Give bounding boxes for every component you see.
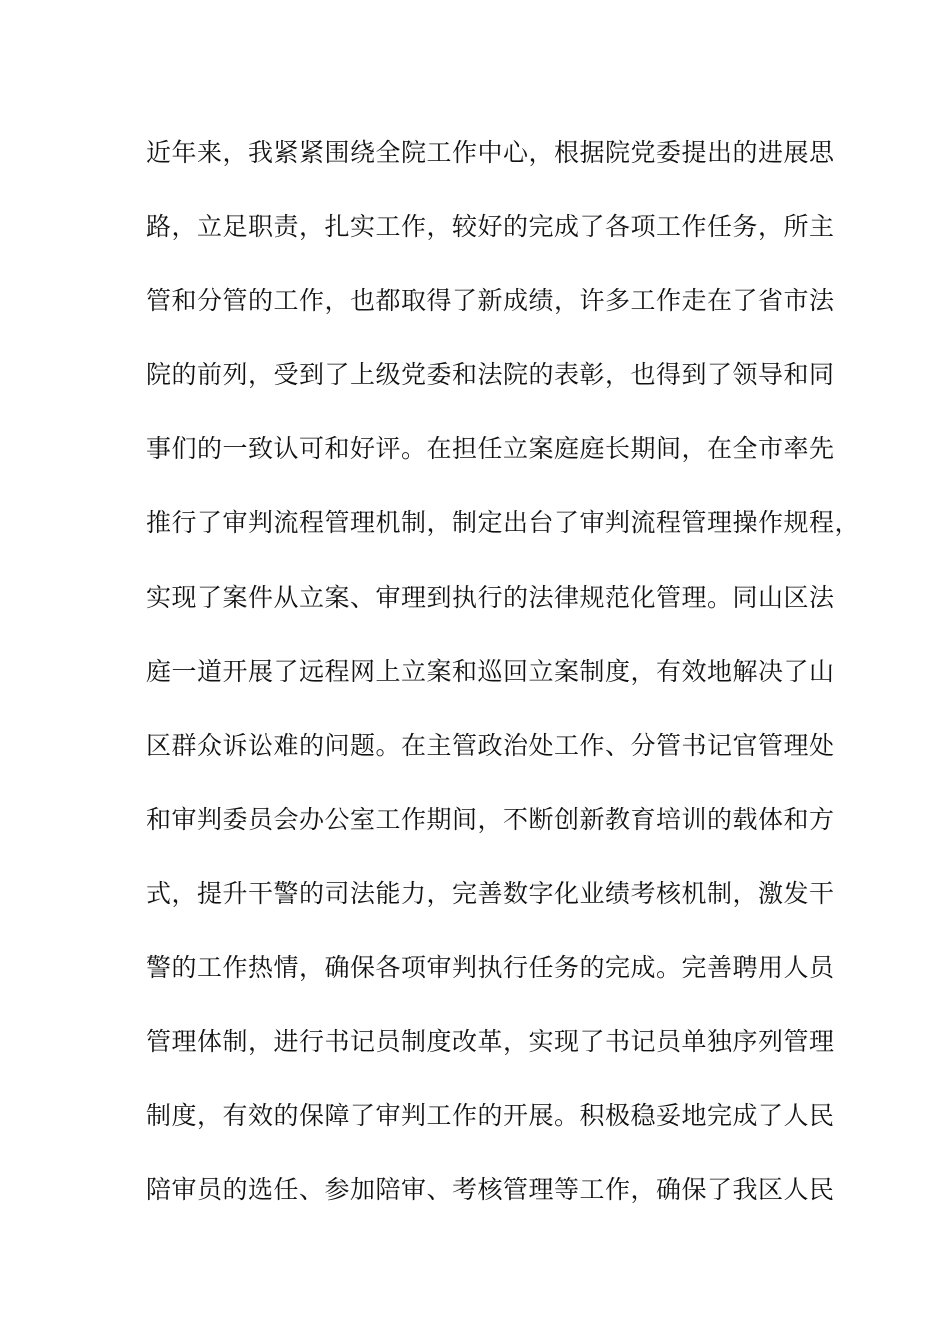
paragraph-line: 陪审员的选任、参加陪审、考核管理等工作，确保了我区人民 <box>146 1175 835 1204</box>
paragraph-line: 事们的一致认可和好评。在担任立案庭庭长期间，在全市率先 <box>146 434 835 463</box>
paragraph-line: 管和分管的工作，也都取得了新成绩，许多工作走在了省市法 <box>146 286 835 315</box>
paragraph-line: 式，提升干警的司法能力，完善数字化业绩考核机制，激发干 <box>146 879 835 908</box>
paragraph-line: 近年来，我紧紧围绕全院工作中心，根据院党委提出的进展思 <box>146 138 835 167</box>
paragraph-line: 推行了审判流程管理机制，制定出台了审判流程管理操作规程， <box>146 508 861 537</box>
paragraph-line: 院的前列，受到了上级党委和法院的表彰，也得到了领导和同 <box>146 360 835 389</box>
paragraph-line: 庭一道开展了远程网上立案和巡回立案制度，有效地解决了山 <box>146 657 835 686</box>
paragraph-line: 管理体制，进行书记员制度改革，实现了书记员单独序列管理 <box>146 1027 835 1056</box>
paragraph-line: 警的工作热情，确保各项审判执行任务的完成。完善聘用人员 <box>146 953 835 982</box>
paragraph-line: 实现了案件从立案、审理到执行的法律规范化管理。同山区法 <box>146 583 835 612</box>
paragraph-line: 制度，有效的保障了审判工作的开展。积极稳妥地完成了人民 <box>146 1101 835 1130</box>
paragraph-line: 和审判委员会办公室工作期间，不断创新教育培训的载体和方 <box>146 805 835 834</box>
paragraph-line: 路，立足职责，扎实工作，较好的完成了各项工作任务，所主 <box>146 212 835 241</box>
paragraph-line: 区群众诉讼难的问题。在主管政治处工作、分管书记官管理处 <box>146 731 835 760</box>
